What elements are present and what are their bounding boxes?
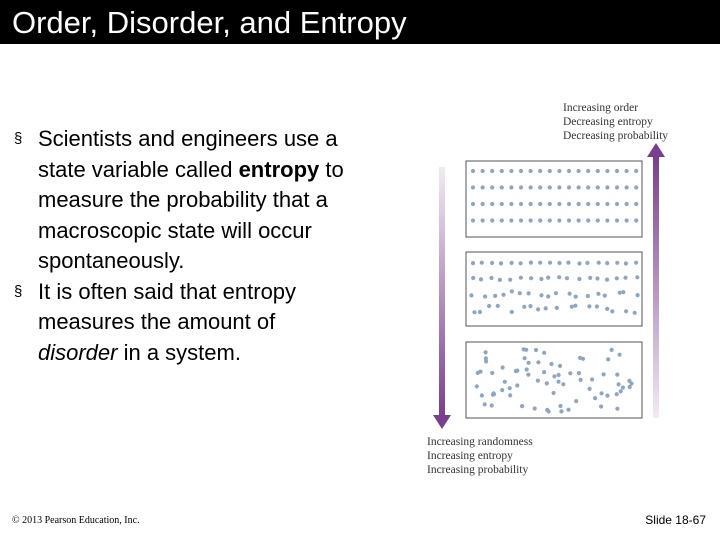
particle-dot xyxy=(556,380,560,384)
particle-dot xyxy=(634,218,638,222)
particle-dot xyxy=(595,304,599,308)
particle-dot xyxy=(500,169,504,173)
particle-dot xyxy=(570,305,574,309)
particle-dot xyxy=(599,404,603,408)
particle-dot xyxy=(625,185,629,189)
particle-dot xyxy=(549,362,553,366)
particle-dot xyxy=(588,387,592,391)
particle-dot xyxy=(508,278,512,282)
slide-number: Slide 18-67 xyxy=(645,513,706,527)
particle-dot xyxy=(500,202,504,206)
particle-dot xyxy=(471,202,475,206)
particle-dot xyxy=(548,202,552,206)
bullet-list xyxy=(14,124,359,368)
particle-dot xyxy=(490,371,494,375)
particle-dot xyxy=(534,348,538,352)
particle-dot xyxy=(615,202,619,206)
particle-dot xyxy=(501,293,505,297)
bullet-emphasis: entropy xyxy=(238,156,320,182)
particle-dot xyxy=(547,409,551,413)
particle-dot xyxy=(548,169,552,173)
particle-dot xyxy=(574,399,578,403)
particle-dot xyxy=(634,185,638,189)
particle-dot xyxy=(509,169,513,173)
particle-dot xyxy=(490,403,494,407)
particle-dot xyxy=(565,276,569,280)
particle-dot xyxy=(529,261,533,265)
particle-dot xyxy=(577,202,581,206)
particle-dot xyxy=(500,185,504,189)
particle-dot xyxy=(617,382,621,386)
particle-dot xyxy=(605,202,609,206)
particle-dot xyxy=(519,276,523,280)
particle-dot xyxy=(483,402,487,406)
particle-dot xyxy=(490,261,494,265)
particle-dot xyxy=(522,305,526,309)
particle-dot xyxy=(508,386,512,390)
particle-dot xyxy=(567,185,571,189)
particle-dot xyxy=(623,276,627,280)
particle-dot xyxy=(577,169,581,173)
particle-dot xyxy=(542,370,546,374)
arrow-down-shaft xyxy=(439,167,445,417)
bullet-marker-icon: § xyxy=(14,130,23,147)
particle-dot xyxy=(558,364,562,368)
particle-dot xyxy=(602,372,606,376)
particle-dot xyxy=(577,261,581,265)
particle-dot xyxy=(498,278,502,282)
particle-dot xyxy=(527,291,531,295)
particle-dot xyxy=(634,202,638,206)
particle-dot xyxy=(557,185,561,189)
particle-dot xyxy=(618,353,622,357)
particle-dot xyxy=(577,277,581,281)
particle-dot xyxy=(529,169,533,173)
particle-dot xyxy=(615,392,619,396)
particle-dot xyxy=(568,371,572,375)
particle-dot xyxy=(490,218,494,222)
particle-dot xyxy=(493,294,497,298)
particle-dot xyxy=(557,169,561,173)
particle-dot xyxy=(519,185,523,189)
particle-dot xyxy=(605,278,609,282)
particle-dot xyxy=(523,356,527,360)
particle-dot xyxy=(538,185,542,189)
particle-dot xyxy=(536,360,540,364)
particle-dot xyxy=(634,169,638,173)
particle-dot xyxy=(566,408,570,412)
particle-dot xyxy=(636,293,640,297)
particle-dot xyxy=(476,371,480,375)
particle-dot xyxy=(490,185,494,189)
particle-dot xyxy=(469,293,473,297)
particle-dot xyxy=(559,409,563,413)
particle-dot xyxy=(536,307,540,311)
particle-dot xyxy=(528,304,532,308)
particle-dot xyxy=(628,385,632,389)
particle-dot xyxy=(479,277,483,281)
particle-dot xyxy=(539,277,543,281)
arrow-down-icon xyxy=(433,415,451,429)
particle-dot xyxy=(596,185,600,189)
particle-dot xyxy=(548,261,552,265)
bottom-label-randomness: Increasing randomness xyxy=(427,436,533,448)
particle-dot xyxy=(615,261,619,265)
particle-dot xyxy=(501,365,505,369)
bullet-emphasis: disorder xyxy=(38,339,118,365)
particle-dot xyxy=(593,396,597,400)
particle-dot xyxy=(605,307,609,311)
particle-dot xyxy=(471,261,475,265)
particle-dot xyxy=(587,304,591,308)
particle-dot xyxy=(633,311,637,315)
particle-dot xyxy=(567,202,571,206)
particle-dot xyxy=(487,304,491,308)
particle-dot xyxy=(585,261,589,265)
arrow-up-shaft xyxy=(653,155,659,418)
particle-dot xyxy=(596,202,600,206)
particle-dot xyxy=(573,304,577,308)
particle-dot xyxy=(574,295,578,299)
particle-dot xyxy=(500,388,504,392)
particle-dot xyxy=(510,310,514,314)
particle-dot xyxy=(555,306,559,310)
particle-dot xyxy=(615,169,619,173)
particle-dot xyxy=(605,394,609,398)
bottom-label-entropy: Increasing entropy xyxy=(427,450,513,462)
particle-dot xyxy=(590,377,594,381)
bullet-item xyxy=(14,277,359,369)
particle-dot xyxy=(510,261,514,265)
particle-dot xyxy=(625,218,629,222)
particle-dot xyxy=(529,276,533,280)
particle-dot xyxy=(544,306,548,310)
particle-dot xyxy=(529,202,533,206)
top-label-probability: Decreasing probability xyxy=(563,130,669,142)
particle-dot xyxy=(480,261,484,265)
particle-dot xyxy=(529,218,533,222)
particle-dot xyxy=(605,261,609,265)
particle-dot xyxy=(480,393,484,397)
particle-dot xyxy=(508,393,512,397)
copyright-notice: © 2013 Pearson Education, Inc. xyxy=(12,515,140,526)
particle-dot xyxy=(484,350,488,354)
particle-dot xyxy=(490,169,494,173)
particle-dot xyxy=(586,185,590,189)
particle-dot xyxy=(561,382,565,386)
particle-dot xyxy=(615,407,619,411)
particle-dot xyxy=(625,169,629,173)
particle-dot xyxy=(619,389,623,393)
particle-dot xyxy=(515,369,519,373)
particle-dot xyxy=(621,386,625,390)
particle-dot xyxy=(566,261,570,265)
figure-graphic xyxy=(420,95,710,485)
particle-dot xyxy=(518,291,522,295)
particle-dot xyxy=(577,371,581,375)
bullet-text: It is often said that entropy measures the amount of xyxy=(38,278,297,334)
particle-dot xyxy=(515,383,519,387)
particle-dot xyxy=(472,310,476,314)
entropy-figure xyxy=(420,95,710,485)
particle-dot xyxy=(581,357,585,361)
particle-dot xyxy=(596,218,600,222)
particle-dot xyxy=(558,404,562,408)
particle-dot xyxy=(475,384,479,388)
particle-dot xyxy=(510,289,514,293)
particle-dot xyxy=(509,218,513,222)
particle-dot xyxy=(490,202,494,206)
particle-dot xyxy=(557,218,561,222)
particle-dot xyxy=(579,378,583,382)
particle-dot xyxy=(484,359,488,363)
arrow-up-icon xyxy=(647,143,665,157)
particle-dot xyxy=(471,218,475,222)
particle-dot xyxy=(489,276,493,280)
particle-dot xyxy=(548,218,552,222)
title-bar xyxy=(0,0,720,44)
particle-dot xyxy=(546,276,550,280)
bullet-marker-icon: § xyxy=(14,282,23,300)
particle-dot xyxy=(605,169,609,173)
particle-dot xyxy=(586,202,590,206)
particle-dot xyxy=(621,290,625,294)
particle-dot xyxy=(610,309,614,313)
particle-dot xyxy=(538,218,542,222)
particle-dot xyxy=(588,276,592,280)
particle-dot xyxy=(519,261,523,265)
particle-dot xyxy=(503,380,507,384)
particle-dot xyxy=(542,351,546,355)
particle-dot xyxy=(519,218,523,222)
bullet-text: Scientists and engineers use a state variable called xyxy=(38,126,338,182)
particle-dot xyxy=(492,391,496,395)
particle-dot xyxy=(615,218,619,222)
particle-dot xyxy=(529,185,533,189)
particle-dot xyxy=(520,404,524,408)
particle-dot xyxy=(597,261,601,265)
particle-dot xyxy=(596,169,600,173)
particle-dot xyxy=(519,202,523,206)
bullet-text: to measure the probability that a macroscopic state will occur spontaneously. xyxy=(38,156,344,273)
particle-dot xyxy=(596,292,600,296)
particle-dot xyxy=(634,261,638,265)
particle-dot xyxy=(471,276,475,280)
particle-dot xyxy=(481,202,485,206)
particle-dot xyxy=(554,291,558,295)
particle-dot xyxy=(481,218,485,222)
particle-dot xyxy=(481,169,485,173)
particle-dot xyxy=(624,309,628,313)
particle-dot xyxy=(533,406,537,410)
particle-dot xyxy=(557,261,561,265)
particle-dot xyxy=(557,275,561,279)
particle-dot xyxy=(548,185,552,189)
slide-title: Order, Disorder, and Entropy xyxy=(12,5,407,40)
particle-dot xyxy=(539,293,543,297)
particle-dot xyxy=(606,357,610,361)
particle-dot xyxy=(481,185,485,189)
particle-dot xyxy=(567,169,571,173)
particle-dot xyxy=(615,276,619,280)
particle-dot xyxy=(500,218,504,222)
particle-dot xyxy=(552,374,556,378)
particle-dot xyxy=(471,169,475,173)
particle-dot xyxy=(557,373,561,377)
particle-dot xyxy=(586,294,590,298)
particle-dot xyxy=(545,381,549,385)
particle-dot xyxy=(538,202,542,206)
particle-dot xyxy=(525,367,529,371)
bottom-label-probability: Increasing probability xyxy=(427,464,529,476)
particle-dot xyxy=(586,218,590,222)
particle-dot xyxy=(605,218,609,222)
particle-dot xyxy=(603,294,607,298)
particle-dot xyxy=(478,310,482,314)
particle-dot xyxy=(499,261,503,265)
particle-dot xyxy=(615,185,619,189)
top-label-entropy: Decreasing entropy xyxy=(563,116,653,128)
particle-dot xyxy=(536,379,540,383)
particle-dot xyxy=(496,304,500,308)
particle-dot xyxy=(552,391,556,395)
particle-dot xyxy=(605,185,609,189)
particle-dot xyxy=(624,261,628,265)
particle-dot xyxy=(595,276,599,280)
particle-dot xyxy=(610,348,614,352)
particle-dot xyxy=(527,361,531,365)
particle-dot xyxy=(567,218,571,222)
particle-dot xyxy=(577,218,581,222)
particle-dot xyxy=(546,294,550,298)
particle-dot xyxy=(615,373,619,377)
particle-dot xyxy=(524,348,528,352)
particle-dot xyxy=(618,291,622,295)
particle-dot xyxy=(526,373,530,377)
particle-dot xyxy=(483,294,487,298)
particle-dot xyxy=(635,275,639,279)
particle-dot xyxy=(627,379,631,383)
particle-dot xyxy=(600,391,604,395)
particle-dot xyxy=(538,261,542,265)
particle-dot xyxy=(509,185,513,189)
particle-dot xyxy=(471,185,475,189)
particle-dot xyxy=(586,169,590,173)
particle-dot xyxy=(509,202,513,206)
particle-dot xyxy=(557,202,561,206)
particle-dot xyxy=(538,169,542,173)
particle-dot xyxy=(568,292,572,296)
top-label-order: Increasing order xyxy=(563,102,639,114)
particle-dot xyxy=(577,185,581,189)
bullet-text: in a system. xyxy=(117,339,241,365)
particle-dot xyxy=(519,169,523,173)
particle-dot xyxy=(625,202,629,206)
bullet-item xyxy=(14,124,359,277)
